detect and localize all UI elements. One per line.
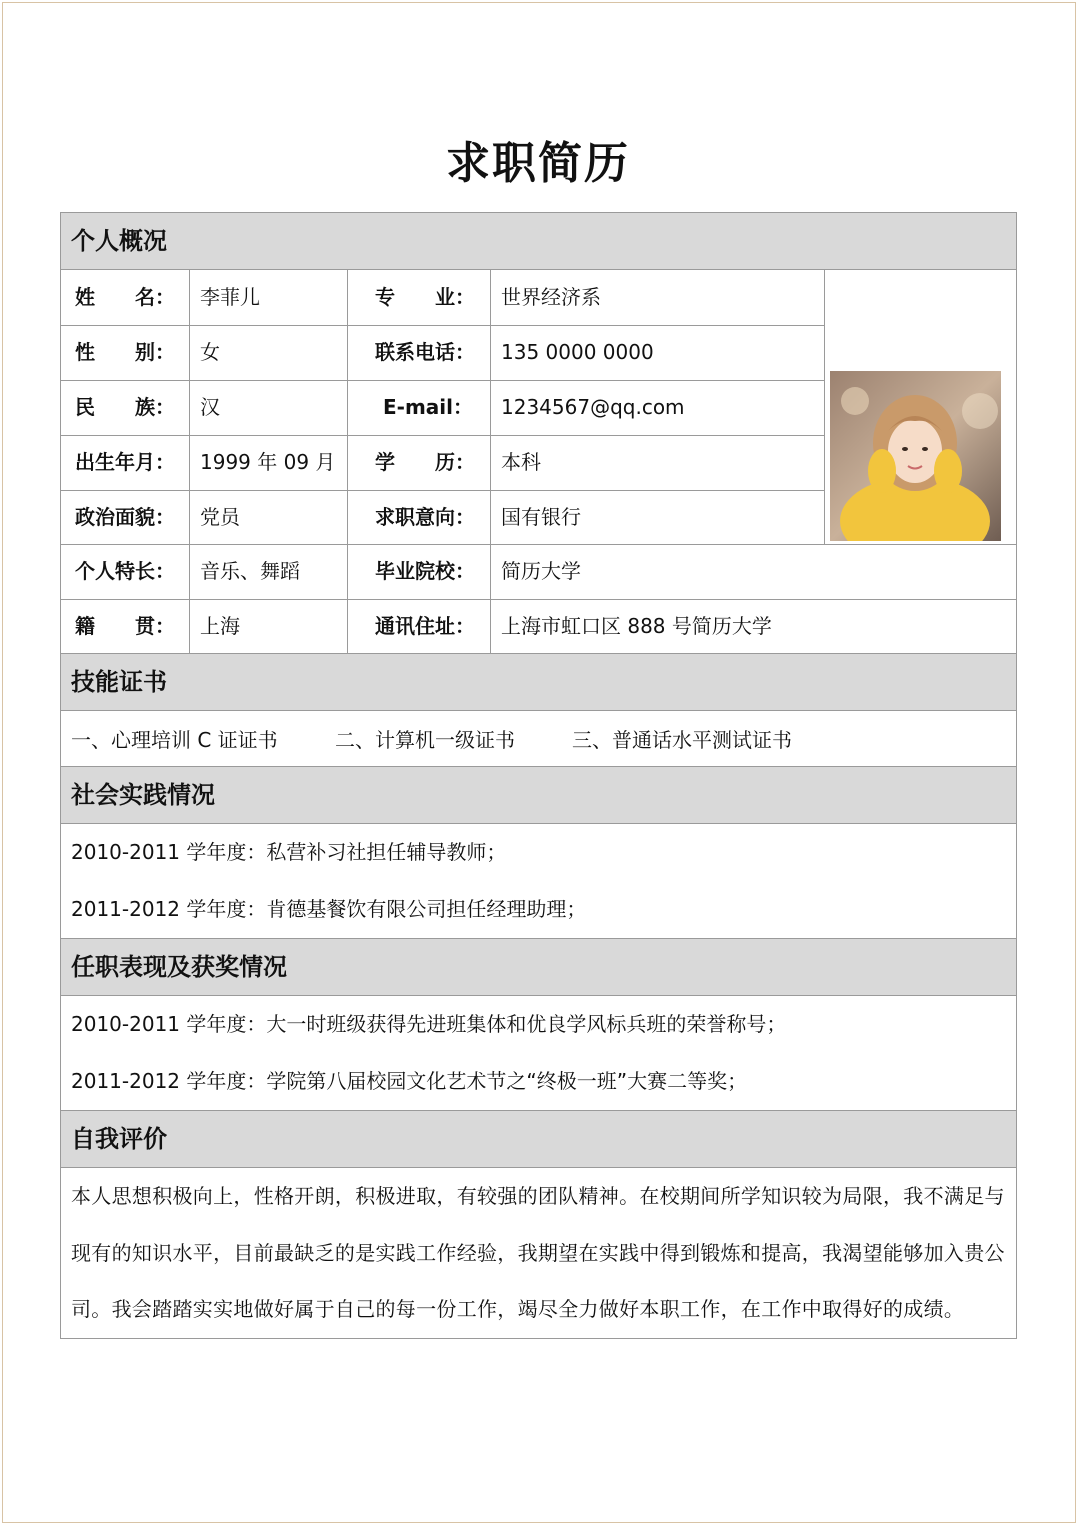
hobby-label: 个人特长： xyxy=(75,559,175,583)
native-label: 籍 贯： xyxy=(75,614,175,638)
native-value: 上海 xyxy=(200,614,240,638)
birth-value: 1999 年 09 月 xyxy=(200,450,336,474)
practice-list xyxy=(61,824,1016,939)
grid-line xyxy=(61,325,824,326)
section-personal-header: 个人概况 xyxy=(61,213,1016,270)
political-value: 党员 xyxy=(200,505,240,529)
edu-value: 本科 xyxy=(501,450,541,474)
page-title: 求职简历 xyxy=(446,138,630,189)
gender-label: 性 别： xyxy=(75,340,175,364)
skill-item: 一、心理培训 C 证证书 xyxy=(71,728,278,752)
birth-label: 出生年月： xyxy=(75,450,175,474)
self-evaluation-text: 本人思想积极向上，性格开朗，积极进取，有较强的团队精神。在校期间所学知识较为局限，我不满足与现有的知识水平，目前最缺乏的是实践工作经验，我期望在实践中得到锻炼和提高，我渴望能够加入贵公司。我会踏踏实实地做好属于自己的每一份工作，竭尽全力做好本职工作，在工作中取得好的成绩。 xyxy=(71,1184,1005,1321)
list-item: 2010-2011 学年度：私营补习社担任辅导教师； xyxy=(71,840,507,864)
grid-line xyxy=(61,435,824,436)
grid-line xyxy=(61,490,824,491)
grid-line xyxy=(61,599,1016,600)
section-skills-header: 技能证书 xyxy=(61,654,1016,711)
email-value: 1234567@qq.com xyxy=(501,395,685,419)
ethnic-value: 汉 xyxy=(200,395,220,419)
list-item: 2011-2012 学年度：肯德基餐饮有限公司担任经理助理； xyxy=(71,897,587,921)
section-awards-header: 任职表现及获奖情况 xyxy=(61,939,1016,996)
name-label: 姓 名： xyxy=(75,285,175,309)
edu-label: 学 历： xyxy=(375,450,475,474)
skill-item: 三、普通话水平测试证书 xyxy=(572,728,792,752)
list-item: 2010-2011 学年度：大一时班级获得先进班集体和优良学风标兵班的荣誉称号； xyxy=(71,1012,787,1036)
grid-line xyxy=(189,270,190,654)
list-item: 2011-2012 学年度：学院第八届校园文化艺术节之“终极一班”大赛二等奖； xyxy=(71,1069,748,1093)
school-label: 毕业院校： xyxy=(375,559,475,583)
gender-value: 女 xyxy=(200,340,220,364)
skills-list xyxy=(61,711,1016,767)
address-label: 通讯住址： xyxy=(375,614,475,638)
ethnic-label: 民 族： xyxy=(75,395,175,419)
intent-value: 国有银行 xyxy=(501,505,581,529)
profile-photo xyxy=(830,371,1001,541)
grid-line xyxy=(61,380,824,381)
resume-table xyxy=(60,212,1017,1339)
skill-item: 二、计算机一级证书 xyxy=(335,728,515,752)
grid-line xyxy=(347,270,348,654)
section-practice-header: 社会实践情况 xyxy=(61,767,1016,824)
major-value: 世界经济系 xyxy=(501,285,601,309)
section-self-header: 自我评价 xyxy=(61,1111,1016,1168)
info-row xyxy=(61,599,1016,654)
intent-label: 求职意向： xyxy=(375,505,475,529)
grid-line xyxy=(61,544,1016,545)
phone-value: 135 0000 0000 xyxy=(501,340,654,364)
school-value: 简历大学 xyxy=(501,559,581,583)
political-label: 政治面貌： xyxy=(75,505,175,529)
person-photo-icon xyxy=(830,371,1001,541)
awards-list xyxy=(61,996,1016,1111)
grid-line xyxy=(490,270,491,654)
major-label: 专 业： xyxy=(375,285,475,309)
grid-line xyxy=(824,270,825,544)
email-label: E-mail： xyxy=(382,395,473,419)
hobby-value: 音乐、舞蹈 xyxy=(200,559,300,583)
name-value: 李菲儿 xyxy=(200,285,260,309)
phone-label: 联系电话： xyxy=(375,340,475,364)
address-value: 上海市虹口区 888 号简历大学 xyxy=(501,614,772,638)
info-row xyxy=(61,270,1016,325)
info-row xyxy=(61,544,1016,599)
personal-info-grid xyxy=(61,270,1016,654)
